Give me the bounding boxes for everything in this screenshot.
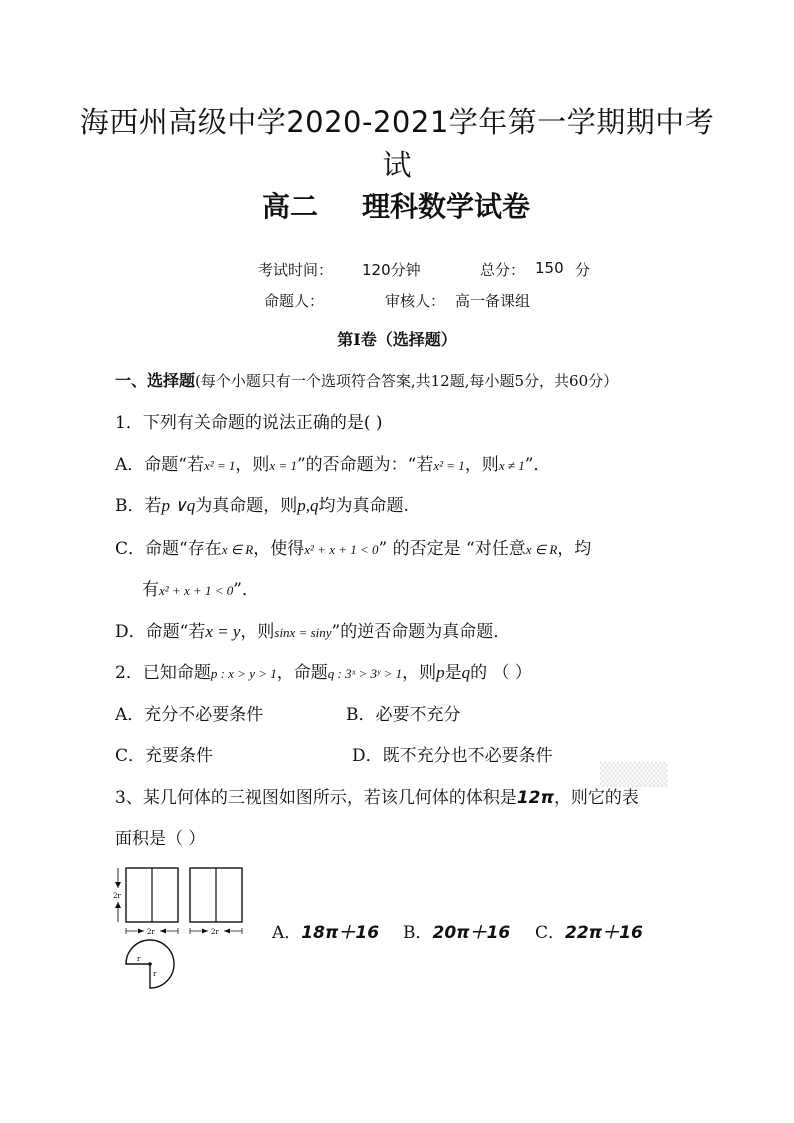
setter-label: 命题人： [264,292,325,310]
q2-text-3: ，则 [402,663,437,683]
q1a-text-3: ”的否命题为：“若 [296,455,434,475]
q3-math-1: 12π [516,788,554,808]
total-label: 总分： [480,261,526,279]
q2-option-a: A．充分不必要条件 [115,705,264,725]
q1b-text-1: B．若 [115,496,162,516]
q3-text-1: 3、某几何体的三视图如图所示，若该几何体的体积是 [115,788,517,808]
q1c-math-3: x ∈ R [525,542,558,557]
q1c-text-4: ，均 [557,539,592,559]
q1b-math-1: p ∨q [161,496,196,515]
dim-label-vertical: 2r [113,892,121,900]
q3-option-b-label: B． [403,923,433,943]
grade-title: 高二 [262,190,319,223]
q1a-math-2: x = 1 [269,458,297,473]
q1c-text-1: C．命题“存在 [115,539,222,559]
q1b-text-3: 均为真命题. [318,496,409,516]
q3-option-c [535,918,643,943]
q3-text-2: ，则它的表 [553,788,639,808]
q1b-text-2: 为真命题，则 [195,496,298,516]
exam-title-line1: 海西州高级中学2020-2021学年第一学期期中考 [79,105,715,139]
q1c-math-1: x ∈ R [221,542,254,557]
section1-note: (每个小题只有一个选项符合答案,共12题,每小题5分，共60分） [195,372,619,390]
radius-label-2: r [153,970,157,978]
q1a-text-4: ，则 [464,455,499,475]
time-value: 120分钟 [362,261,421,279]
q3-option-c-value: 22π＋16 [565,923,643,943]
q3-option-a-label: A． [272,923,302,943]
q1c-math-2: x² + x + 1 < 0 [304,542,379,557]
section1-title: 一、选择题 [115,371,196,390]
dim-label-side: 2r [211,928,219,936]
q1-option-d [115,617,510,642]
exam-title-line2: 试 [382,148,412,182]
q1a-text-2: ，则 [235,455,270,475]
time-label: 考试时间： [258,261,334,279]
section1-heading [115,368,618,391]
q2-text-2: ，命题 [276,663,328,683]
q1c-text-5: 有 [142,580,159,600]
three-view-figure [110,862,250,997]
q1d-math-1: x = y [205,622,241,641]
q2-math-2: q : 3ˣ > 3ʸ > 1 [327,666,403,681]
q3-option-a-value: 18π＋16 [301,923,380,943]
q3-option-b-value: 20π＋16 [432,923,511,943]
q1-option-b [115,491,409,516]
q2-math-4: q [461,663,471,682]
dim-arrowhead-top [115,882,121,888]
total-unit: 分 [575,261,591,279]
q1b-math-2: p,q [297,496,319,515]
q1d-text-2: ，则 [240,622,275,642]
dim-arrowhead-side-right [224,929,230,934]
q3-option-c-label: C． [535,923,566,943]
subject-title: 理科数学试卷 [362,190,531,223]
q1-option-c-continued [142,575,259,600]
dim-arrowhead-front-right [160,929,166,934]
top-view-center [148,962,152,966]
reviewer-label: 审核人： [385,292,446,310]
q2-math-3: p [436,663,445,682]
q1c-text-2: ，使得 [253,539,305,559]
q2-text-4: 是 [444,663,462,683]
q1a-text-5: ”． [524,455,551,475]
q1d-text-1: D．命题“若 [115,622,206,642]
q1d-math-2: sinx = siny [274,625,332,640]
q1-stem: 1．下列有关命题的说法正确的是( ) [115,413,383,433]
q1-option-a [115,450,550,475]
q1-option-c [115,534,591,559]
q2-stem [115,658,532,683]
q1c-text-6: ”． [233,580,259,600]
dim-arrowhead-side-left [202,929,208,934]
dim-label-front: 2r [147,928,155,936]
reviewer-value: 高一备课组 [455,292,531,310]
q2-text-1: 2．已知命题 [115,663,211,683]
q1c-text-3: ” 的否定是 “对任意 [378,539,526,559]
watermark: ▒▒▒▒ [600,763,668,788]
q2-option-b: B．必要不充分 [346,705,461,725]
q3-option-b [403,918,510,943]
q2-math-1: p : x > y > 1 [210,666,277,681]
q3-stem-line1 [115,783,639,808]
q1a-math-1: x² = 1 [203,458,236,473]
dim-arrowhead-bottom [115,902,121,908]
q3-option-a [272,918,379,943]
q1c-math-4: x² + x + 1 < 0 [159,583,234,598]
q1a-math-3: x² = 1 [433,458,465,473]
dim-arrowhead-front-left [138,929,144,934]
q2-option-d: D．既不充分也不必要条件 [352,746,553,766]
volume-heading: 第Ⅰ卷（选择题） [337,330,457,349]
total-value: 150 [535,259,564,277]
q1a-text-1: A．命题“若 [115,455,204,475]
radius-label-1: r [137,955,141,963]
q1d-text-3: ”的逆否命题为真命题． [331,622,511,642]
q2-text-5: 的 （ ） [470,663,532,683]
q3-stem-line2: 面积是（ ） [115,829,206,849]
q2-option-c: C．充要条件 [115,746,214,766]
q1a-math-4: x ≠ 1 [498,458,525,473]
